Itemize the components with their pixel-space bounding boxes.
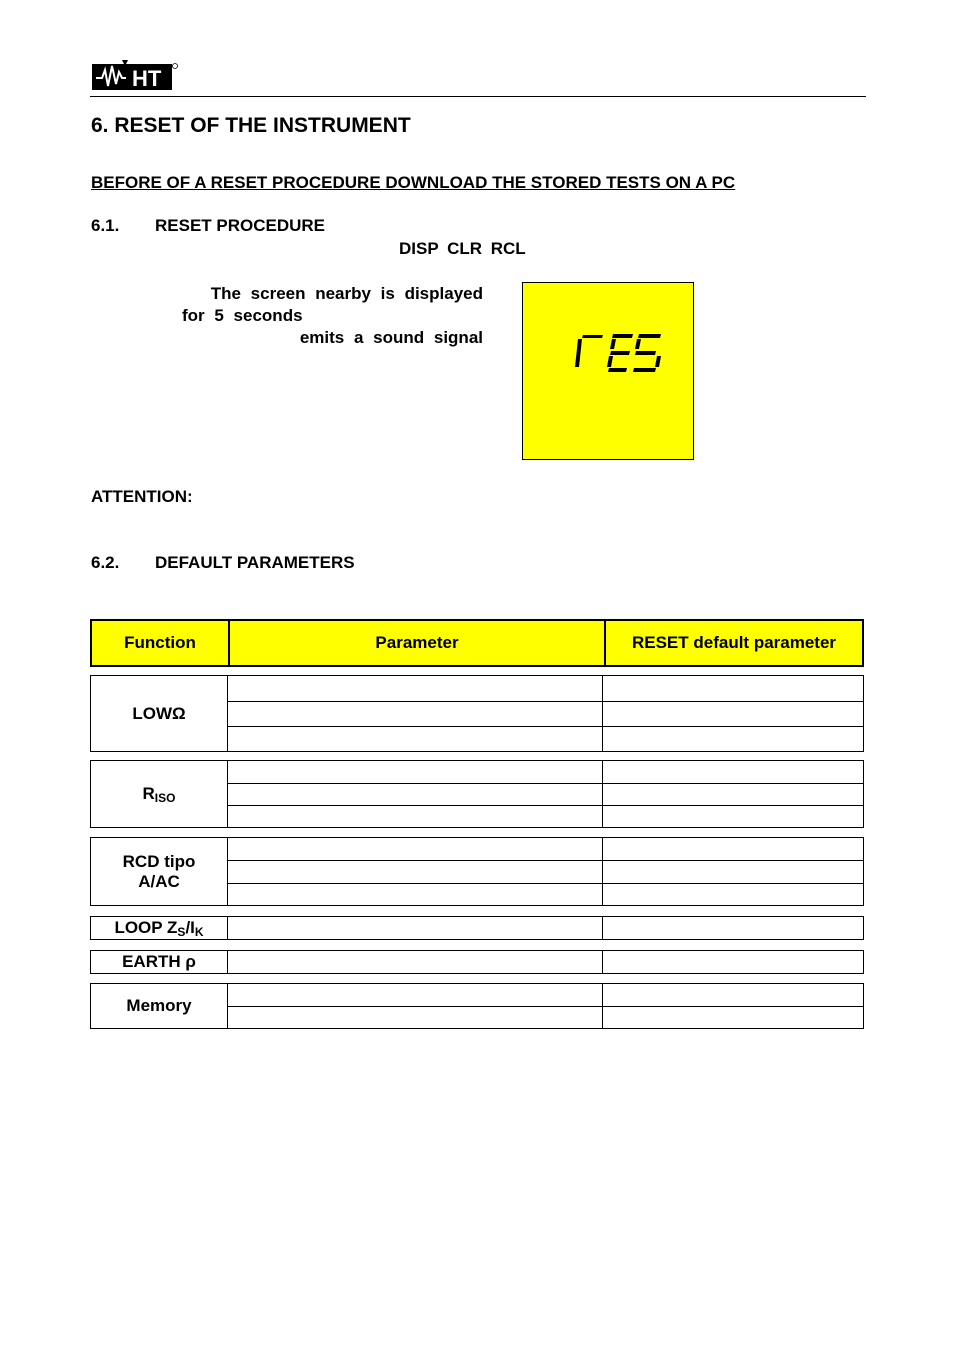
- parameter-cell: [228, 727, 603, 752]
- default-cell: [603, 984, 864, 1007]
- ht-logo: [92, 58, 178, 90]
- table-group-rcd: [90, 837, 864, 906]
- function-subscript: ISO: [154, 790, 176, 805]
- default-cell: [603, 676, 864, 702]
- parameter-cell: [228, 702, 603, 727]
- reset-description-line: for 5 seconds: [182, 306, 303, 325]
- default-cell: [603, 1007, 864, 1029]
- parameter-cell: [228, 884, 603, 906]
- parameter-cell: [228, 676, 603, 702]
- function-subscript: K: [194, 924, 204, 939]
- lcd-display: [522, 282, 694, 460]
- parameter-cell: [228, 838, 603, 861]
- function-cell: [91, 917, 228, 940]
- table-group-earth: [90, 950, 864, 974]
- function-cell: LOWΩ: [91, 676, 228, 752]
- function-cell: [91, 761, 228, 828]
- table-group-memory: [90, 983, 864, 1029]
- subsection-title: DEFAULT PARAMETERS: [155, 553, 355, 572]
- parameter-cell: [228, 806, 603, 828]
- reset-key-combination: DISP CLR RCL: [399, 239, 526, 258]
- logo-text: HT: [132, 66, 162, 90]
- function-main: R: [142, 783, 155, 803]
- column-header-parameter: Parameter: [229, 620, 605, 666]
- parameter-cell: [228, 984, 603, 1007]
- function-line: RCD tipo: [122, 851, 196, 871]
- function-subscript: S: [177, 924, 186, 939]
- parameter-cell: [228, 951, 603, 974]
- subsection-number: 6.2.: [91, 553, 120, 572]
- default-cell: [603, 838, 864, 861]
- parameter-cell: [228, 861, 603, 884]
- table-group-loop: [90, 916, 864, 940]
- download-warning: BEFORE OF A RESET PROCEDURE DOWNLOAD THE STORED TESTS ON A PC: [91, 173, 736, 192]
- column-header-reset-default: RESET default parameter: [605, 620, 863, 666]
- default-cell: [603, 727, 864, 752]
- function-cell: [91, 838, 228, 906]
- attention-label: ATTENTION:: [91, 487, 193, 506]
- function-cell: EARTH ρ: [91, 951, 228, 974]
- column-header-function: Function: [91, 620, 229, 666]
- subsection-number: 6.1.: [91, 216, 120, 235]
- lcd-segments: [575, 334, 661, 372]
- table-group-lowohm: [90, 675, 864, 752]
- parameter-cell: [228, 1007, 603, 1029]
- reset-description-line: emits a sound signal: [299, 328, 483, 347]
- default-cell: [603, 702, 864, 727]
- parameter-cell: [228, 917, 603, 940]
- default-cell: [603, 761, 864, 784]
- reset-description-line: The screen nearby is displayed: [210, 284, 483, 303]
- default-cell: [603, 951, 864, 974]
- default-cell: [603, 784, 864, 806]
- function-cell: Memory: [91, 984, 228, 1029]
- default-cell: [603, 917, 864, 940]
- subsection-title: RESET PROCEDURE: [155, 216, 326, 235]
- function-main: LOOP Z: [114, 917, 178, 937]
- section-title: 6. RESET OF THE INSTRUMENT: [91, 114, 411, 137]
- table-group-riso: [90, 760, 864, 828]
- function-main: /I: [185, 917, 195, 937]
- function-line: A/AC: [138, 871, 180, 891]
- default-cell: [603, 861, 864, 884]
- parameter-cell: [228, 784, 603, 806]
- header-rule: [90, 96, 866, 97]
- parameter-cell: [228, 761, 603, 784]
- default-cell: [603, 884, 864, 906]
- defaults-table-header: [90, 619, 864, 667]
- default-cell: [603, 806, 864, 828]
